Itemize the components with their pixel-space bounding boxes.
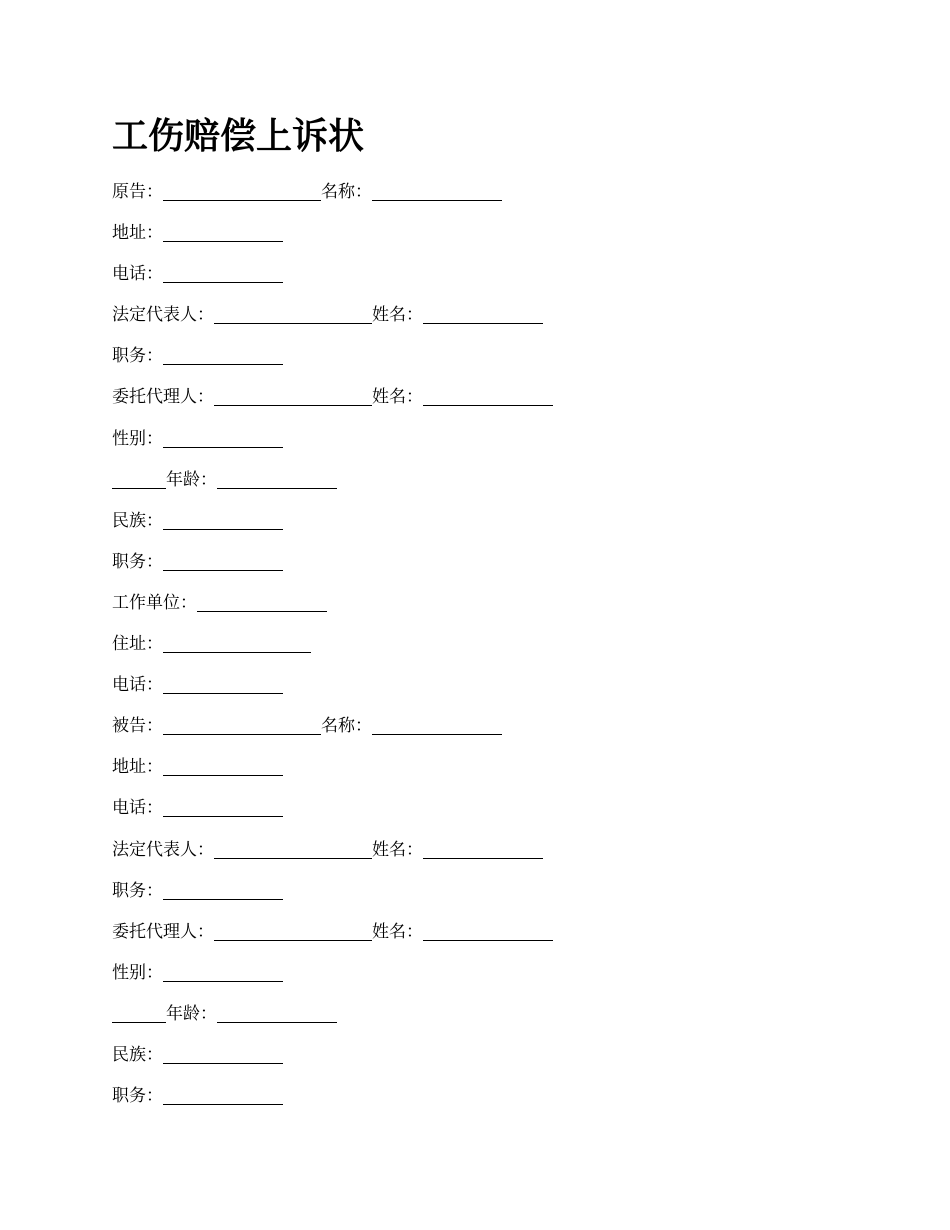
label-name: 名称： [321, 716, 372, 737]
label-gender: 性别： [112, 962, 163, 983]
form-line-plaintiff [112, 177, 553, 218]
form-line-age [112, 465, 553, 506]
blank-field[interactable] [372, 733, 502, 735]
label-phone: 电话： [112, 675, 163, 696]
label-ethnicity: 民族： [112, 510, 163, 531]
label-agent: 委托代理人： [112, 921, 214, 942]
label-gender: 性别： [112, 428, 163, 449]
blank-field[interactable] [214, 322, 372, 324]
blank-field[interactable] [163, 240, 283, 242]
label-phone: 电话： [112, 264, 163, 285]
blank-field[interactable] [112, 487, 166, 489]
blank-field[interactable] [163, 733, 321, 735]
form-line-address [112, 218, 553, 259]
label-position: 职务： [112, 346, 163, 367]
form-line-position [112, 547, 553, 588]
blank-field[interactable] [163, 569, 283, 571]
label-phone: 电话： [112, 798, 163, 819]
label-residence: 住址： [112, 634, 163, 655]
blank-field[interactable] [197, 610, 327, 612]
form-line-defendant [112, 711, 553, 752]
label-person-name: 姓名： [372, 839, 423, 860]
form-line-gender [112, 424, 553, 465]
form-line-address [112, 752, 553, 793]
blank-field[interactable] [163, 980, 283, 982]
blank-field[interactable] [163, 774, 283, 776]
label-age: 年龄： [166, 1003, 217, 1024]
blank-field[interactable] [214, 404, 372, 406]
blank-field[interactable] [112, 1021, 166, 1023]
form-line-phone [112, 793, 553, 834]
label-position: 职务： [112, 1086, 163, 1107]
form-line-position [112, 876, 553, 917]
blank-field[interactable] [163, 1062, 283, 1064]
form-line-phone [112, 670, 553, 711]
form-line-ethnicity [112, 1040, 553, 1081]
form-line-ethnicity [112, 506, 553, 547]
label-person-name: 姓名： [372, 305, 423, 326]
blank-field[interactable] [423, 404, 553, 406]
label-legal-rep: 法定代表人： [112, 839, 214, 860]
blank-field[interactable] [214, 857, 372, 859]
form-line-position [112, 341, 553, 382]
blank-field[interactable] [423, 939, 553, 941]
form-line-age [112, 999, 553, 1040]
label-position: 职务： [112, 551, 163, 572]
label-legal-rep: 法定代表人： [112, 305, 214, 326]
form-line-gender [112, 958, 553, 999]
blank-field[interactable] [423, 322, 543, 324]
form-line-position [112, 1081, 553, 1122]
label-plaintiff: 原告： [112, 182, 163, 202]
blank-field[interactable] [163, 363, 283, 365]
blank-field[interactable] [217, 487, 337, 489]
label-person-name: 姓名： [372, 387, 423, 408]
document-title: 工伤赔偿上诉状 [112, 115, 365, 157]
form-line-legal-rep [112, 300, 553, 341]
blank-field[interactable] [163, 898, 283, 900]
form-line-agent [112, 917, 553, 958]
blank-field[interactable] [214, 939, 372, 941]
form-line-legal-rep [112, 835, 553, 876]
label-address: 地址： [112, 757, 163, 778]
blank-field[interactable] [217, 1021, 337, 1023]
blank-field[interactable] [163, 281, 283, 283]
blank-field[interactable] [163, 692, 283, 694]
label-ethnicity: 民族： [112, 1044, 163, 1065]
blank-field[interactable] [423, 857, 543, 859]
form-field-list [112, 177, 553, 1122]
label-agent: 委托代理人： [112, 387, 214, 408]
blank-field[interactable] [163, 1103, 283, 1105]
blank-field[interactable] [163, 651, 311, 653]
label-position: 职务： [112, 880, 163, 901]
form-line-employer [112, 588, 553, 629]
blank-field[interactable] [163, 446, 283, 448]
blank-field[interactable] [372, 199, 502, 201]
blank-field[interactable] [163, 528, 283, 530]
label-name: 名称： [321, 182, 372, 202]
form-line-phone [112, 259, 553, 300]
form-line-residence [112, 629, 553, 670]
blank-field[interactable] [163, 199, 321, 201]
label-age: 年龄： [166, 469, 217, 490]
blank-field[interactable] [163, 815, 283, 817]
label-address: 地址： [112, 223, 163, 244]
label-defendant: 被告： [112, 716, 163, 737]
form-line-agent [112, 382, 553, 423]
label-employer: 工作单位： [112, 592, 197, 613]
label-person-name: 姓名： [372, 921, 423, 942]
